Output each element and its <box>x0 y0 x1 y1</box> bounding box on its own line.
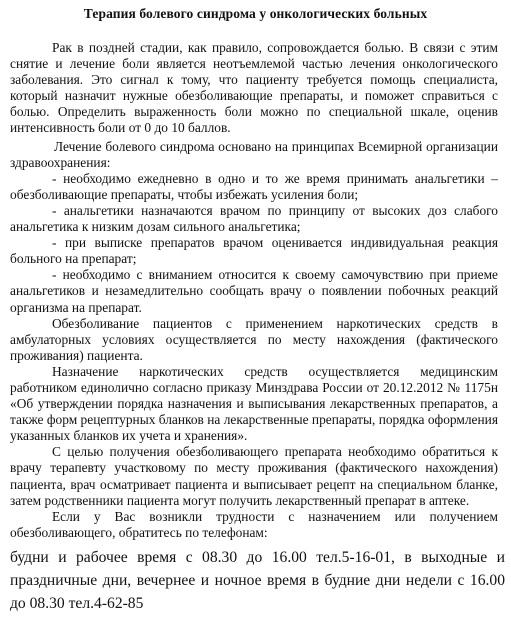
paragraph-prescription-order: Назначение наркотических средств осуществляется медицинским работником единолично согласно приказу Минздрава России от 20.12.2012 № 1175н «Об утверждении порядка назначения и выписывания лекарственных препаратов, а также форм рецептурных бланков на лекарственные препараты, порядка оформления указанных бланков их учета и хранения». <box>10 363 498 444</box>
list-item-side-effects: - необходимо с вниманием относится к своему самочувствию при приеме анальгетиков и незамедлительно сообщать врачу о появлении побочных реакций организма на препарат. <box>10 267 498 315</box>
paragraph-outpatient: Обезболивание пациентов с применением наркотических средств в амбулаторных условиях осуществляется по месту нахождения (фактического проживания) пациента. <box>10 315 498 363</box>
document-body <box>10 40 498 541</box>
document-title: Терапия болевого синдрома у онкологических больных <box>83 6 428 21</box>
paragraph-how-to-obtain: С целью получения обезболивающего препарата необходимо обратиться к врачу терапевту участковому по месту проживания (фактического нахождения) пациента, врач осматривает пациента и выписывает рецепт на специальном бланке, затем родственники пациента могут получить лекарственный препарат в аптеке. <box>10 444 498 508</box>
list-item-individual-reaction: - при выписке препаратов врачом оценивается индивидуальная реакция больного на препарат; <box>10 235 498 267</box>
list-item-daily-intake: - необходимо ежедневно в одно и то же время принимать анальгетики – обезболивающие препараты, чтобы избежать усиления боли; <box>10 170 498 202</box>
list-item-dose-principle: - анальгетики назначаются врачом по принципу от высоких доз слабого анальгетика к низким дозам сильного анальгетика; <box>10 202 498 235</box>
contact-phones <box>10 546 505 615</box>
paragraph-intro: Рак в поздней стадии, как правило, сопровождается болью. В связи с этим снятие и лечение боли является неотъемлемой частью лечения онкологического заболевания. Это сигнал к тому, что пациенту требуется помощь специалиста, который назначит нужные обезболивающие препараты, и поможет справиться с болью. Определить выраженность боли можно по специальной шкале, оценив интенсивность боли от 0 до 10 баллов. <box>10 40 498 136</box>
paragraph-who-principles: Лечение болевого синдрома основано на принципах Всемирной организации здравоохранения: <box>10 138 498 170</box>
paragraph-contact-intro: Если у Вас возникли трудности с назначением или получением обезболивающего, обратитесь по телефонам: <box>10 508 498 540</box>
contact-phones-text: будни и рабочее время с 08.30 до 16.00 тел.5-16-01, в выходные и праздничные дни, вечернее и ночное время в будние дни недели с 16.00 до 08.30 тел.4-62-85 <box>10 549 505 612</box>
